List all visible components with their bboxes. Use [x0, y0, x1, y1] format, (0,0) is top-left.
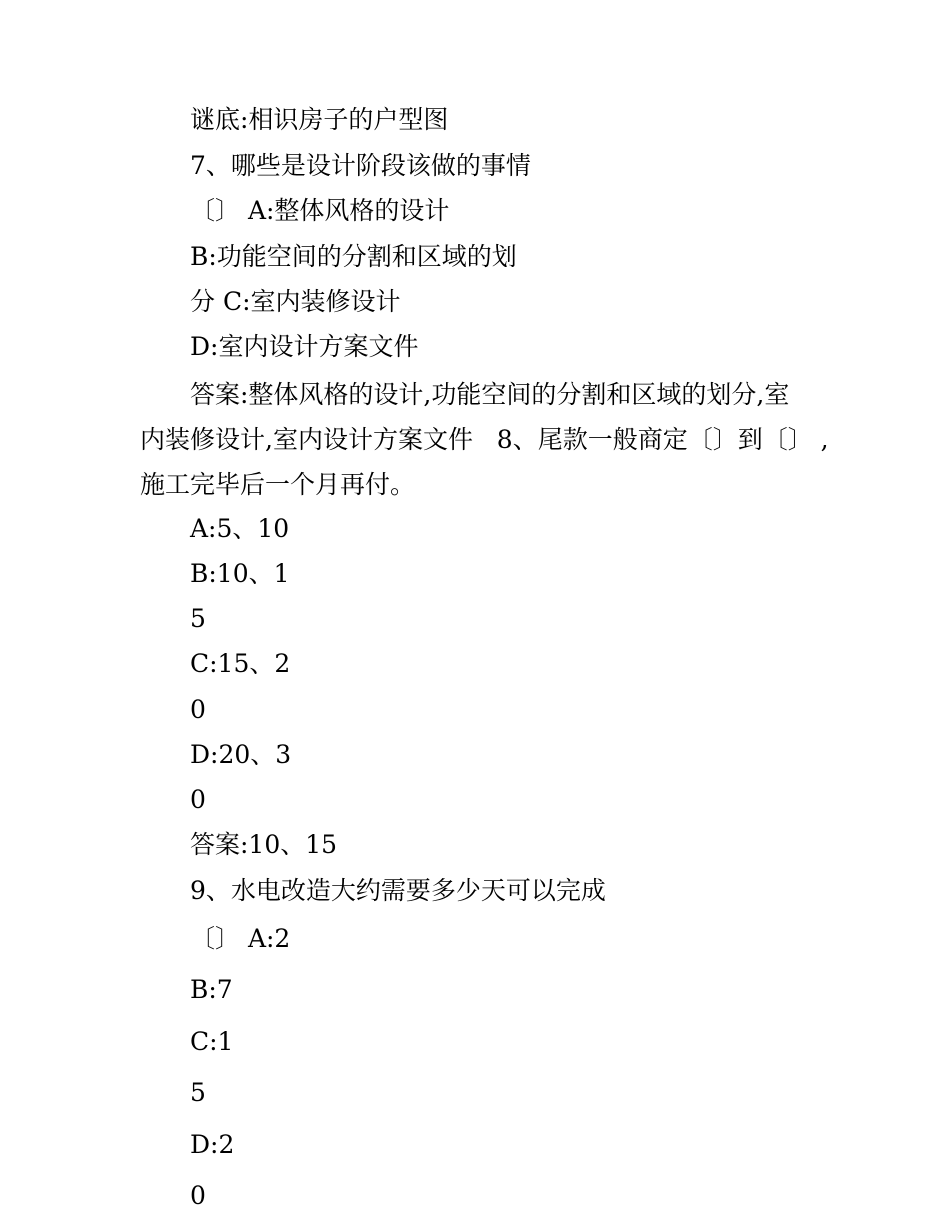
- question-7-text: 7、哪些是设计阶段该做的事情: [190, 151, 531, 180]
- question-8-option-c: C:15、2: [190, 649, 291, 678]
- question-9-option-d-wrap: 0: [190, 1181, 206, 1210]
- question-7-option-a: 〔〕 A:整体风格的设计: [190, 196, 450, 225]
- question-8-option-a: A:5、10: [190, 514, 290, 543]
- question-9-option-b: B:7: [190, 975, 233, 1004]
- question-8-option-c-wrap: 0: [190, 695, 206, 724]
- question-9-option-c: C:1: [190, 1027, 234, 1056]
- question-7-answer: 答案:整体风格的设计,功能空间的分割和区域的划分,室: [190, 380, 790, 409]
- question-8-text-line-2: 施工完毕后一个月再付。: [140, 470, 416, 499]
- question-8-option-d-wrap: 0: [190, 785, 206, 814]
- question-8-answer: 答案:10、15: [190, 830, 338, 859]
- question-9-option-c-wrap: 5: [190, 1078, 206, 1107]
- question-8-text-line-1: 内装修设计,室内设计方案文件 8、尾款一般商定〔〕到〔〕 ,: [140, 425, 829, 454]
- question-9-text: 9、水电改造大约需要多少天可以完成: [190, 876, 606, 905]
- riddle-answer-line: 谜底:相识房子的户型图: [190, 105, 449, 134]
- question-7-option-d: D:室内设计方案文件: [190, 332, 419, 361]
- question-9-option-a: 〔〕 A:2: [190, 924, 291, 953]
- question-8-option-b-wrap: 5: [190, 604, 206, 633]
- question-8-option-b: B:10、1: [190, 559, 290, 588]
- question-7-option-b: B:功能空间的分割和区域的划: [190, 242, 517, 271]
- question-7-option-c: 分 C:室内装修设计: [190, 287, 401, 316]
- question-8-option-d: D:20、3: [190, 740, 292, 769]
- question-9-option-d: D:2: [190, 1130, 235, 1159]
